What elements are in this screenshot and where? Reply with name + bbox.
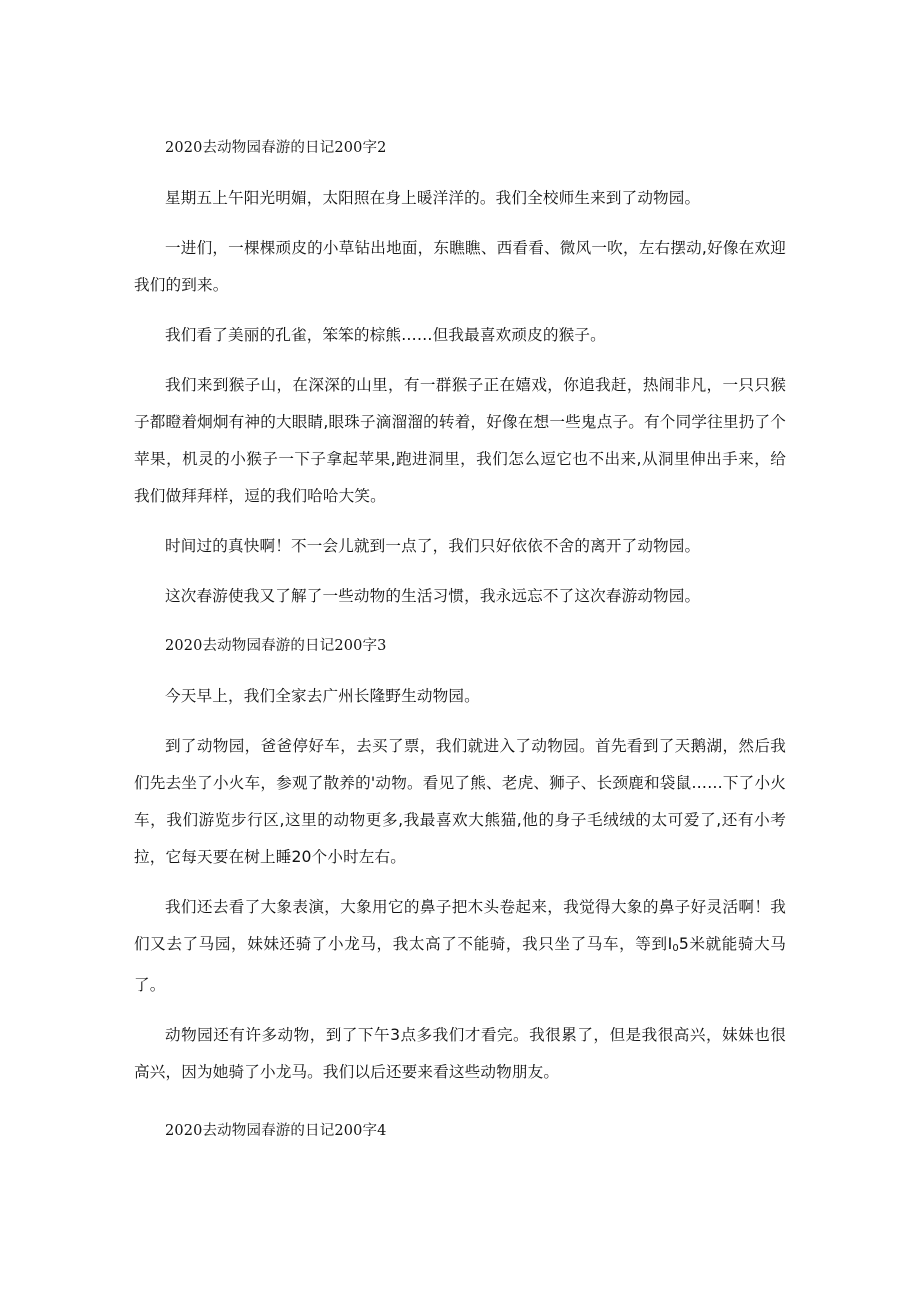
paragraph-tired-happy: 动物园还有许多动物，到了下午3点多我们才看完。我很累了，但是我很高兴，妹妹也很高兴，因为她骑了小龙马。我们以后还要来看这些动物朋友。 (134, 1026, 786, 1081)
paragraph-grass-welcome: 一进们，一棵棵顽皮的小草钻出地面，东瞧瞧、西看看、微风一吹，左右摆动,好像在欢迎我们的到来。 (134, 239, 786, 294)
paragraph-elephant-horse-part-a: 我们还去看了大象表演，大象用它的鼻子把木头卷起来，我觉得大象的鼻子好灵活啊！我们又去了马园，妹妹还骑了小龙马，我太高了不能骑，我只坐了马车，等到I (134, 898, 786, 953)
paragraph-monkey-mountain: 我们来到猴子山，在深深的山里，有一群猴子正在嬉戏，你追我赶，热闹非凡，一只只猴子都瞪着炯炯有神的大眼睛,眼珠子滴溜溜的转着，好像在想一些鬼点子。有个同学往里扔了个苹果，机灵的小猴子一下子拿起苹果,跑进洞里，我们怎么逗它也不出来,从洞里伸出手来，给我们做拜拜样，逗的我们哈哈大笑。 (134, 376, 786, 505)
paragraph-peacock-bear: 我们看了美丽的孔雀，笨笨的棕熊……但我最喜欢顽皮的猴子。 (165, 326, 606, 344)
paragraph-time-flies: 时间过的真快啊！不一会儿就到一点了，我们只好依依不舍的离开了动物园。 (165, 537, 701, 555)
paragraph-elephant-horse-subscript: 0 (672, 943, 679, 954)
paragraph-elephant-horse-part-b: 5米就能骑大马了。 (134, 935, 786, 994)
paragraph-sunny-friday: 星期五上午阳光明媚，太阳照在身上暖洋洋的。我们全校师生来到了动物园。 (165, 189, 701, 207)
section-heading-4: 2020去动物园春游的日记200字4 (165, 1123, 387, 1139)
section-heading-3: 2020去动物园春游的日记200字3 (165, 638, 387, 654)
paragraph-elephant-horse (134, 889, 786, 1004)
document-page (134, 130, 786, 1163)
paragraph-never-forget: 这次春游使我又了解了一些动物的生活习惯，我永远忘不了这次春游动物园。 (165, 587, 701, 605)
section-heading-2: 2020去动物园春游的日记200字2 (165, 140, 387, 156)
paragraph-chimelong: 今天早上，我们全家去广州长隆野生动物园。 (165, 687, 480, 705)
paragraph-train-panda: 到了动物园，爸爸停好车，去买了票，我们就进入了动物园。首先看到了天鹅湖，然后我们先去坐了小火车，参观了散养的'动物。看见了熊、老虎、狮子、长颈鹿和袋鼠……下了小火车，我们游览步行区,这里的动物更多,我最喜欢大熊猫,他的身子毛绒绒的太可爱了,还有小考拉，它每天要在树上睡20个小时左右。 (134, 737, 786, 866)
